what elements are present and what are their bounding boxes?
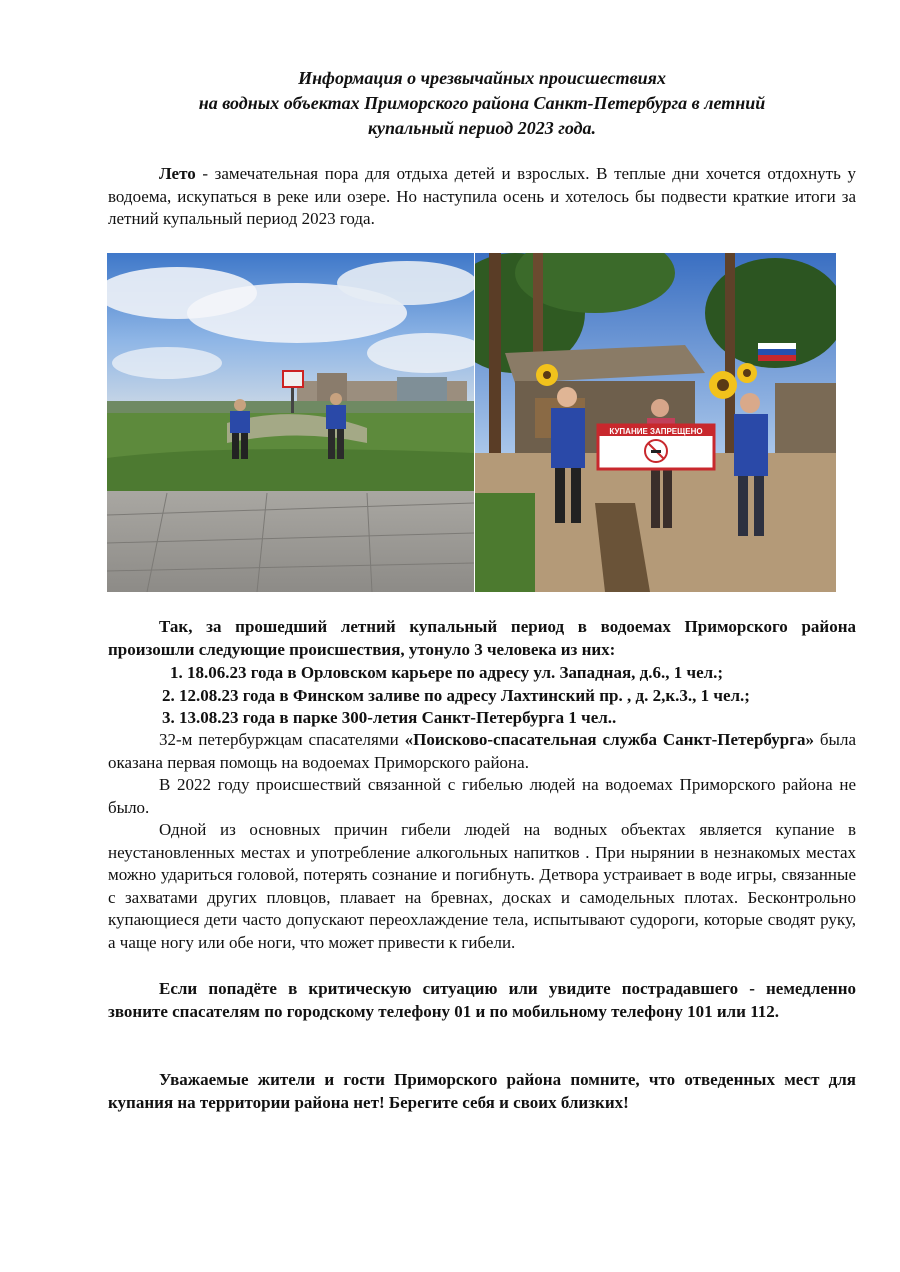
intro-paragraph xyxy=(108,163,856,231)
closing-paragraph: Уважаемые жители и гости Приморского района помните, что отведенных мест для купания на территории района нет! Берегите себя и своих близких! xyxy=(108,1070,856,1112)
incident-item-3: 3. 13.08.23 года в парке 300-летия Санкт-Петербурга 1 чел.. xyxy=(162,708,617,727)
intro-text: - замечательная пора для отдыха детей и взрослых. В теплые дни хочется отдохнуть у водоема, искупаться в реке или озере. Но наступила осень и хотелось бы подвести краткие итоги за летний купальный период 2023 года. xyxy=(108,164,856,228)
photo-park-patrol xyxy=(107,253,474,592)
photo-block xyxy=(107,253,836,592)
title-line-2: на водных объектах Приморского района Санкт-Петербурга в летний xyxy=(198,93,766,113)
title-line-3: купальный период 2023 года. xyxy=(367,118,597,138)
year-2022-paragraph: В 2022 году происшествий связанной с гибелью людей на водоемах Приморского района не было. xyxy=(108,775,856,817)
rescue-service-name: «Поисково-спасательная служба Санкт-Петербурга» xyxy=(404,730,814,749)
rescue-paragraph xyxy=(108,729,856,774)
sign-text: КУПАНИЕ ЗАПРЕЩЕНО xyxy=(609,427,703,436)
causes-paragraph: Одной из основных причин гибели людей на водных объектах является купание в неустановленных местах и употребление алкогольных напитков . При нырянии в незнакомых местах можно удариться головой, потерять сознание и погибнуть. Детвора устраивает в воде игры, связанные с захватами других пловцов, плавает на бревнах, досках и самодельных плотах. Бесконтрольно купающиеся дети часто допускают переохлаждение тела, испытывают судороги, которые сводят руку, а чаще ногу или обе ноги, что может привести к гибели. xyxy=(108,820,856,952)
summary-paragraph: Так, за прошедший летний купальный период в водоемах Приморского района произошли следующие происшествия, утонуло 3 человека из них: xyxy=(108,617,856,659)
photo-rescue-team-sign xyxy=(475,253,836,592)
rescue-text-after: была оказана первая помощь на водоемах Приморского района. xyxy=(108,730,856,772)
intro-lead: Лето xyxy=(159,164,196,183)
rescue-text-before: 32-м петербуржцам спасателями xyxy=(159,730,405,749)
document-title xyxy=(108,66,856,141)
title-line-1: Информация о чрезвычайных происшествиях xyxy=(298,68,666,88)
incident-item-1: 1. 18.06.23 года в Орловском карьере по адресу ул. Западная, д.6., 1 чел.; xyxy=(170,663,724,682)
incident-item-2: 2. 12.08.23 года в Финском заливе по адресу Лахтинский пр. , д. 2,к.3., 1 чел.; xyxy=(162,686,750,705)
emergency-paragraph: Если попадёте в критическую ситуацию или увидите пострадавшего - немедленно звоните спасателям по городскому телефону 01 и по мобильному телефону 101 или 112. xyxy=(108,979,856,1021)
